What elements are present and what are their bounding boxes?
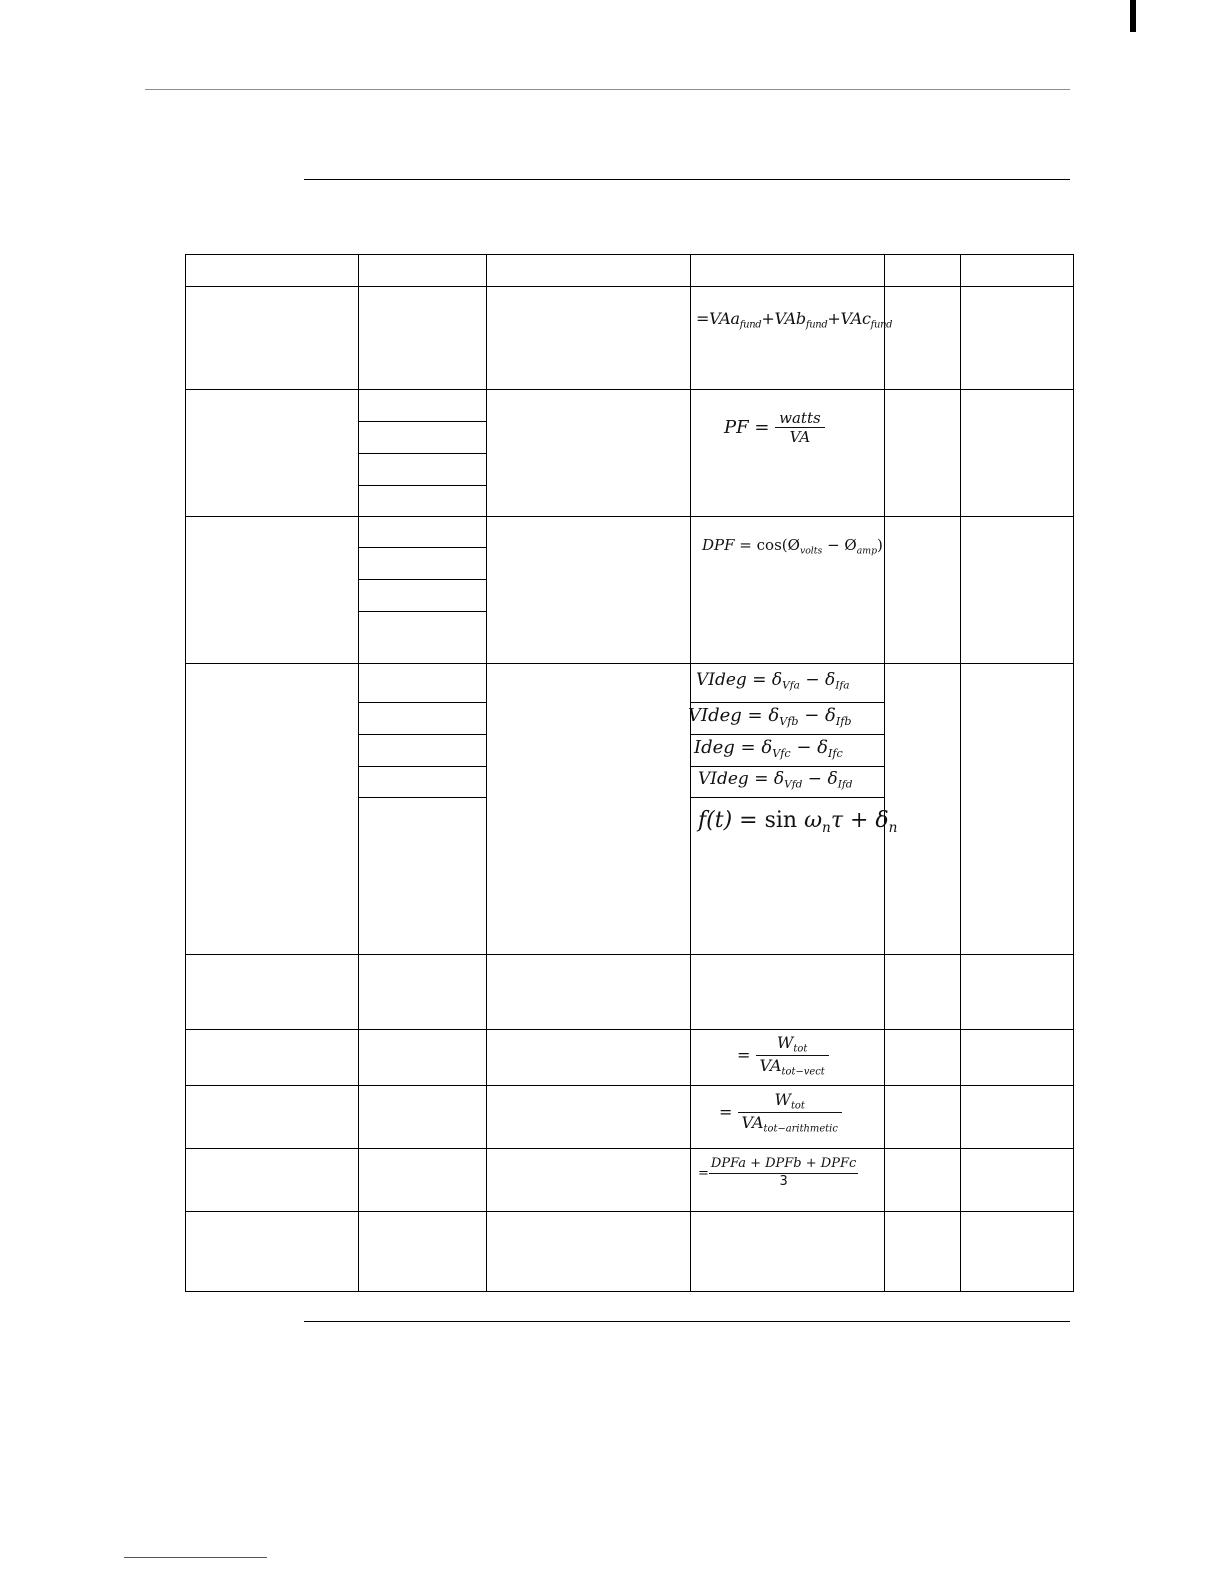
dpf-avg-numerator: DPFa + DPFb + DPFc bbox=[709, 1157, 858, 1174]
sub-fund: fund bbox=[739, 319, 762, 331]
table-row-divider bbox=[185, 1211, 1074, 1212]
subrow-divider bbox=[358, 734, 486, 735]
page-tab-marker bbox=[1130, 0, 1136, 32]
equals-sign: = bbox=[696, 309, 710, 328]
table-col-divider bbox=[486, 254, 487, 1292]
pf-arith-denominator bbox=[738, 1113, 842, 1135]
videg-label: VIdeg bbox=[688, 705, 742, 726]
term-vac: VAc bbox=[840, 309, 871, 328]
subrow-divider bbox=[358, 547, 486, 548]
subrow-divider bbox=[358, 421, 486, 422]
subrow-divider bbox=[358, 797, 486, 798]
pf-fraction bbox=[775, 410, 825, 446]
sub-tot-vect: tot−vect bbox=[781, 1066, 825, 1078]
formula-videg-c: Ideg = $\delta_{Vfc} - \delta_{Ifc}$ bbox=[694, 737, 843, 760]
pf-label: PF bbox=[724, 417, 749, 439]
dpf-avg-denominator: 3 bbox=[779, 1173, 788, 1189]
table-row-divider bbox=[185, 286, 1074, 287]
videg-cell-b bbox=[688, 703, 883, 733]
sub-n: n bbox=[888, 819, 898, 836]
subrow-divider bbox=[358, 702, 486, 703]
table-row-divider bbox=[185, 389, 1074, 390]
table-row-divider bbox=[185, 516, 1074, 517]
delta-symbol: δ bbox=[875, 808, 889, 833]
sub-vf: Vfc bbox=[772, 746, 791, 760]
sub-n: n bbox=[822, 819, 831, 836]
table-row-divider bbox=[185, 254, 1074, 255]
pf-vect-fraction bbox=[756, 1034, 829, 1078]
term-vab: VAb bbox=[774, 309, 806, 328]
delta-symbol: δ bbox=[771, 670, 783, 690]
sub-fund: fund bbox=[870, 319, 893, 331]
table-border-right bbox=[1073, 254, 1074, 1292]
formula-videg-d: VIdeg = $\delta_{Vfd} - \delta_{Ifd}$ bbox=[698, 769, 853, 791]
sub-vf: Vfb bbox=[779, 714, 799, 728]
pf-numerator: watts bbox=[775, 410, 825, 428]
table-col-divider bbox=[960, 254, 961, 1292]
dpf-label: DPF bbox=[702, 536, 735, 554]
section-top-rule bbox=[304, 179, 1070, 180]
table-col-divider bbox=[358, 254, 359, 1292]
sub-volts: volts bbox=[799, 545, 823, 557]
formula-videg-b: VIdeg = $\delta_{Vfb} - \delta_{Ifb}$ bbox=[688, 705, 852, 728]
pf-vect-numerator bbox=[756, 1034, 829, 1056]
formula-videg-a: VIdeg = $\delta_{Vfa} - \delta_{Ifa}$ bbox=[696, 670, 850, 692]
pf-arith-fraction bbox=[738, 1091, 842, 1135]
pf-arith-numerator bbox=[738, 1091, 842, 1113]
ft-label: f(t) bbox=[698, 808, 733, 833]
sub-if: Ifa bbox=[835, 679, 850, 692]
cos-function: cos bbox=[756, 536, 782, 554]
videg-label: VIdeg bbox=[698, 769, 749, 789]
sub-tot: tot bbox=[793, 1043, 808, 1055]
equals-sign: = bbox=[719, 1102, 733, 1122]
w-symbol: W bbox=[774, 1090, 791, 1109]
sub-tot: tot bbox=[790, 1100, 805, 1112]
delta-symbol: δ bbox=[825, 705, 836, 726]
pf-vect-denominator bbox=[756, 1056, 829, 1078]
table-row-divider bbox=[185, 1148, 1074, 1149]
table-col-divider bbox=[690, 254, 691, 1292]
dpf-avg-fraction bbox=[709, 1157, 858, 1190]
videg-cell-c bbox=[692, 735, 883, 765]
formula-dpf: DPF = $\cos(Ø_{volts}$ − $Ø_{amp}$) bbox=[702, 536, 883, 557]
sub-vf: Vfa bbox=[782, 679, 800, 692]
videg-cell-d bbox=[692, 767, 883, 796]
subrow-divider bbox=[358, 611, 486, 612]
delta-symbol: δ bbox=[773, 769, 785, 789]
va-symbol: VA bbox=[759, 1055, 782, 1075]
videg-cell-a bbox=[692, 664, 883, 701]
phase-symbol: Ø bbox=[787, 536, 800, 554]
sub-amp: amp bbox=[856, 545, 878, 557]
table-col-divider bbox=[884, 254, 885, 1292]
tau-symbol: τ bbox=[830, 808, 843, 833]
pf-denominator: VA bbox=[789, 428, 811, 447]
table-row-divider bbox=[185, 1029, 1074, 1030]
delta-symbol: δ bbox=[825, 670, 836, 690]
delta-symbol: δ bbox=[768, 705, 780, 726]
formula-pf-vect bbox=[737, 1034, 829, 1078]
omega-symbol: ω bbox=[804, 808, 823, 833]
header-accent-line bbox=[145, 89, 1070, 90]
sin-function: sin bbox=[764, 808, 798, 833]
footer-link-underline bbox=[124, 1557, 267, 1558]
sub-fund: fund bbox=[805, 319, 828, 331]
videg-label: Ideg bbox=[694, 737, 735, 758]
delta-symbol: δ bbox=[827, 769, 838, 789]
w-symbol: W bbox=[776, 1033, 794, 1052]
formula-va-fund: =VAa$_{fund}$+VAb$_{fund}$+VAc$_{fund}$ bbox=[696, 309, 893, 331]
va-symbol: VA bbox=[741, 1112, 764, 1132]
table-row-divider bbox=[185, 1085, 1074, 1086]
subrow-divider bbox=[358, 453, 486, 454]
formula-ft: $f(t) = \sin \omega_n\tau + \delta_n$ bbox=[698, 808, 898, 836]
sub-vf: Vfd bbox=[784, 778, 803, 791]
subrow-divider bbox=[358, 579, 486, 580]
formula-dpf-avg bbox=[698, 1157, 858, 1190]
subrow-divider bbox=[358, 485, 486, 486]
sub-tot-arithmetic: tot−arithmetic bbox=[763, 1123, 838, 1135]
subrow-divider bbox=[358, 766, 486, 767]
sub-if: Ifb bbox=[835, 714, 852, 728]
ft-cell bbox=[692, 800, 898, 844]
table-row-divider bbox=[185, 663, 1074, 664]
delta-symbol: δ bbox=[817, 737, 828, 758]
sub-if: Ifd bbox=[837, 778, 853, 791]
table-row-divider bbox=[185, 954, 1074, 955]
term-vaa: VAa bbox=[709, 309, 740, 328]
equals-sign: = bbox=[698, 1165, 709, 1181]
section-bottom-rule bbox=[304, 1321, 1070, 1322]
formula-pf: PF = $\frac{\text{watts}}{VA}$ bbox=[724, 410, 825, 446]
videg-label: VIdeg bbox=[696, 670, 747, 690]
table-border-left bbox=[185, 254, 186, 1292]
delta-symbol: δ bbox=[761, 737, 773, 758]
sub-if: Ifc bbox=[828, 746, 843, 760]
formula-divider bbox=[690, 797, 884, 798]
phase-symbol: Ø bbox=[844, 536, 857, 554]
formula-va-fund-cell bbox=[692, 305, 893, 341]
equals-sign: = bbox=[737, 1045, 751, 1065]
table-row-divider bbox=[185, 1291, 1074, 1292]
formula-pf-arith bbox=[719, 1091, 842, 1135]
